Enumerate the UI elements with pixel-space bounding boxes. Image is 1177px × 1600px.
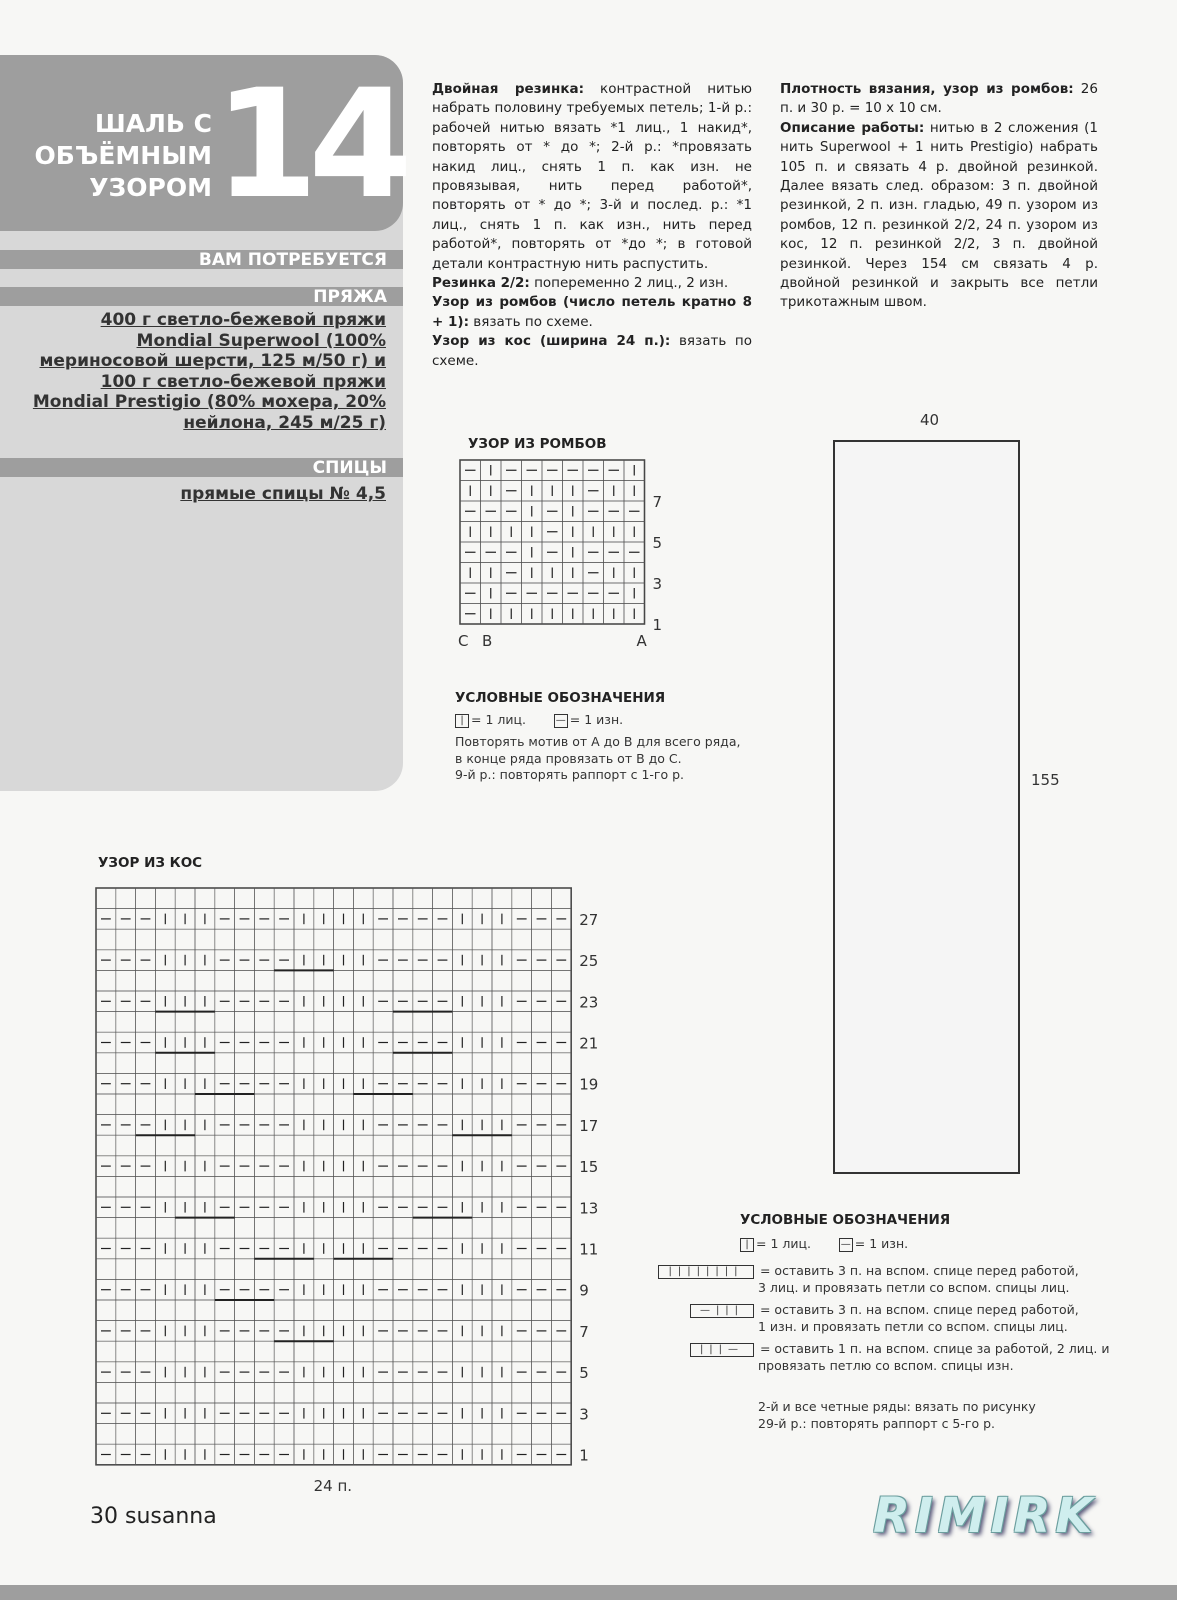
cable-back-symbol: |||— [690,1343,754,1357]
yarn-text: 400 г светло-бежевой пряжи Mondial Superwool (100% мериносовой шерсти, 125 м/50 г) и 100 г светло-бежевой пряжи Mondial Prestigio (80% мохера, 20% нейлона, 245 м/25 г) [32,310,386,433]
needles-text: прямые спицы № 4,5 [180,484,386,504]
cable-3-3-symbol: |||||||| [658,1265,754,1279]
paragraph: Узор из ромбов (число петель кратно 8 + 1): вязать по схеме. [432,294,752,330]
row-number: 1 [579,1446,589,1465]
instructions-column-1 [432,80,752,371]
row-number: 23 [579,993,599,1012]
row-number: 3 [652,574,663,593]
cable-legend-2: —||| = оставить 3 п. на вспом. спице перед работой, 1 изн. и провязать петли со вспом. спицы лиц. [690,1302,1079,1335]
instructions-column-2 [780,80,1098,313]
page-footer [90,1504,217,1529]
legend-1-title: УСЛОВНЫЕ ОБОЗНАЧЕНИЯ [455,690,666,706]
label-c: C [458,632,469,650]
cable-chart [96,888,616,1495]
cable-legend-3: |||— = оставить 1 п. на вспом. спице за работой, 2 лиц. и провязать петлю со вспом. спицы изн. [690,1341,1109,1374]
knit-symbol: | [455,714,469,728]
chart-width-label: 24 п. [313,1476,353,1495]
shawl-schematic [833,440,1020,1174]
row-number: 1 [652,615,663,634]
bottom-bar [0,1585,1177,1600]
schematic-width: 40 [920,411,940,429]
paragraph: Плотность вязания, узор из ромбов: 26 п. и 30 р. = 10 х 10 см. [780,81,1098,117]
diamond-chart [460,460,690,670]
legend-1-symbols: | = 1 лиц. — = 1 изн. [455,712,623,729]
row-number: 7 [652,492,663,511]
legend-2-notes: 2-й и все четные ряды: вязать по рисунку 29-й р.: повторять раппорт с 5-го р. [758,1399,1036,1431]
needles-label: СПИЦЫ [312,458,387,478]
purl-symbol: — [555,714,566,726]
watermark-logo: RIMIRK [873,1488,1098,1544]
row-number: 3 [579,1405,589,1424]
page-title: ШАЛЬ С ОБЪЁМНЫМ УЗОРОМ [34,109,212,202]
purl-symbol: — [840,1238,851,1250]
cable-chart-title: УЗОР ИЗ КОС [98,855,203,871]
row-number: 15 [579,1158,599,1177]
row-number: 5 [579,1364,589,1383]
needles-band [0,458,403,477]
row-number: 27 [579,910,599,929]
legend-2-title: УСЛОВНЫЕ ОБОЗНАЧЕНИЯ [740,1212,951,1228]
paragraph: Двойная резинка: контрастной нитью набрать половину требуемых петель; 1-й р.: рабочей нитью вязать *1 лиц., 1 накид*, повторять от * до *; 2-й р.: *провязать накид лиц., снять 1 п. как изн. не провязывая, нить перед работой*, повторять от * до *; 3-й и послед. р.: *1 лиц., снять 1 п. как изн., нить перед работой*, повторять от *до *; в готовой детали контрастную нить распустить. [432,81,752,272]
knit-symbol: | [740,1238,754,1252]
cable-legend-1: |||||||| = оставить 3 п. на вспом. спице перед работой, 3 лиц. и провязать петли со вспом. спицы лиц. [658,1263,1079,1296]
row-number: 17 [579,1116,599,1135]
need-band [0,250,403,269]
pattern-number: 14 [214,58,403,232]
yarn-label: ПРЯЖА [313,287,387,307]
paragraph: Резинка 2/2: попеременно 2 лиц., 2 изн. [432,275,729,292]
legend-2-symbols: | = 1 лиц. — = 1 изн. [740,1236,908,1253]
diamond-chart-title: УЗОР ИЗ РОМБОВ [468,436,607,452]
row-number: 9 [579,1281,589,1300]
legend-1-notes: Повторять мотив от A до B для всего ряда, в конце ряда провязать от B до C. 9-й р.: повторять раппорт с 1-го р. [455,734,741,782]
row-number: 25 [579,952,599,971]
page-number: 30 [90,1504,118,1529]
schematic-height: 155 [1031,771,1060,789]
paragraph: Узор из кос (ширина 24 п.): вязать по схеме. [432,333,752,369]
row-number: 5 [652,533,663,552]
row-number: 7 [579,1322,589,1341]
cable-purl-symbol: —||| [690,1304,754,1318]
label-b: B [482,632,493,650]
row-number: 11 [579,1240,599,1259]
magazine-name: susanna [125,1504,217,1529]
yarn-band [0,287,403,306]
row-number: 21 [579,1034,599,1053]
row-number: 19 [579,1075,599,1094]
need-label: ВАМ ПОТРЕБУЕТСЯ [198,250,387,270]
paragraph: Описание работы: нитью в 2 сложения (1 нить Superwool + 1 нить Prestigio) набрать 105 п. и связать 4 р. двойной резинкой. Далее вязать след. образом: 3 п. двойной резинкой, 2 п. изн. гладью, 49 п. узором из ромбов, 12 п. резинкой 2/2, 24 п. узором из кос, 12 п. резинкой 2/2, 3 п. двойной резинкой. Через 154 см связать 4 р. двойной резинкой и закрыть все петли трикотажным швом. [780,119,1098,311]
row-number: 13 [579,1199,599,1218]
label-a: A [636,632,647,650]
